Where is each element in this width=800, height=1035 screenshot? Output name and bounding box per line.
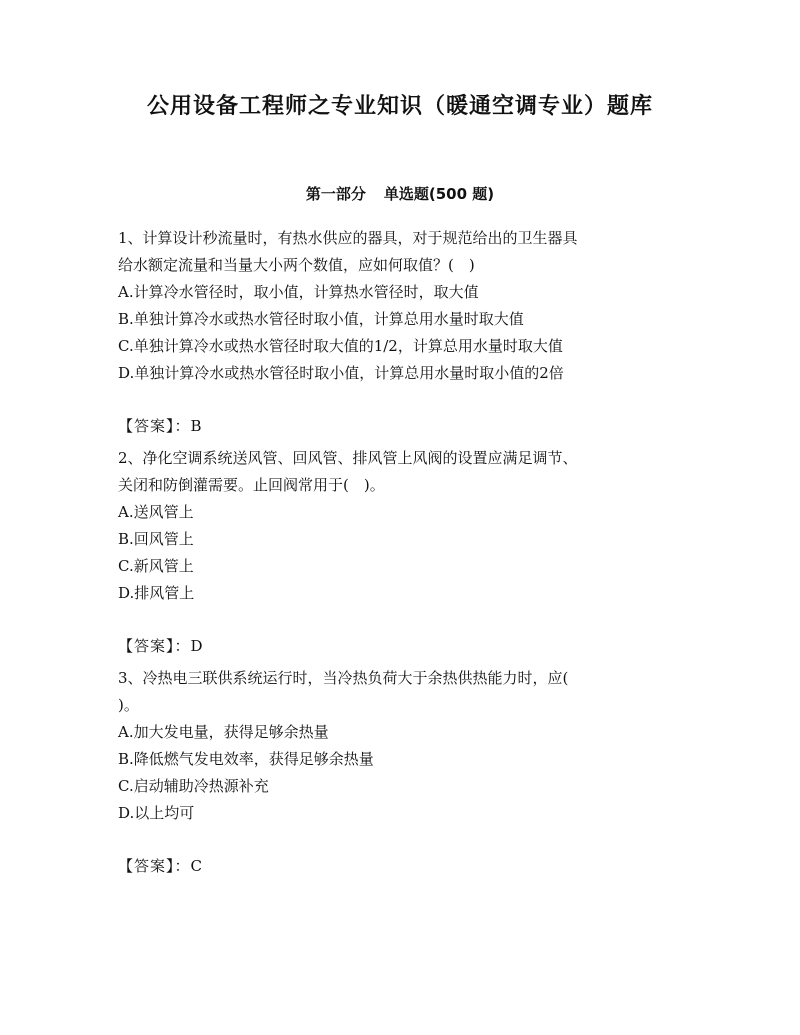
- question-stem-line: 关闭和防倒灌需要。止回阀常用于( )。: [118, 476, 385, 494]
- option-d: D.单独计算冷水或热水管径时取小值，计算总用水量时取小值的2倍: [118, 364, 564, 382]
- question-list: [118, 225, 688, 885]
- answer-line: [118, 413, 688, 440]
- answer-line: [118, 633, 688, 660]
- option-c: C.新风管上: [118, 557, 194, 575]
- option-d: D.排风管上: [118, 584, 195, 602]
- answer-label: 【答案】：: [118, 857, 191, 875]
- section-name: 单选题(500 题): [383, 185, 495, 203]
- document-title: 公用设备工程师之专业知识（暖通空调专业）题库: [146, 94, 653, 119]
- answer-line: [118, 853, 688, 880]
- section-part: 第一部分: [305, 185, 366, 203]
- question-stem-line: 3、冷热电三联供系统运行时，当冷热负荷大于余热供热能力时，应(: [118, 669, 569, 687]
- question-2: [118, 445, 688, 660]
- option-c: C.启动辅助冷热源补充: [118, 777, 269, 795]
- question-stem: [118, 445, 688, 499]
- answer-label: 【答案】：: [118, 417, 191, 435]
- section-heading: [0, 183, 800, 205]
- answer-value: C: [190, 857, 202, 875]
- answer-value: B: [190, 417, 202, 435]
- option-a: A.送风管上: [118, 503, 194, 521]
- question-stem-line: 1、计算设计秒流量时，有热水供应的器具，对于规范给出的卫生器具: [118, 229, 578, 247]
- answer-value: D: [190, 637, 203, 655]
- option-b: B.降低燃气发电效率，获得足够余热量: [118, 750, 374, 768]
- question-stem: [118, 225, 688, 279]
- question-stem: [118, 665, 688, 719]
- question-stem-line: 给水额定流量和当量大小两个数值，应如何取值？( ): [118, 256, 475, 274]
- question-stem-line: 2、净化空调系统送风管、回风管、排风管上风阀的设置应满足调节、: [118, 449, 578, 467]
- option-d: D.以上均可: [118, 804, 195, 822]
- option-b: B.回风管上: [118, 530, 194, 548]
- question-stem-line: )。: [118, 696, 139, 714]
- question-1: [118, 225, 688, 440]
- option-a: A.计算冷水管径时，取小值，计算热水管径时，取大值: [118, 283, 479, 301]
- answer-label: 【答案】：: [118, 637, 191, 655]
- option-c: C.单独计算冷水或热水管径时取大值的1/2，计算总用水量时取大值: [118, 337, 563, 355]
- option-a: A.加大发电量，获得足够余热量: [118, 723, 329, 741]
- option-b: B.单独计算冷水或热水管径时取小值，计算总用水量时取大值: [118, 310, 524, 328]
- question-3: [118, 665, 688, 880]
